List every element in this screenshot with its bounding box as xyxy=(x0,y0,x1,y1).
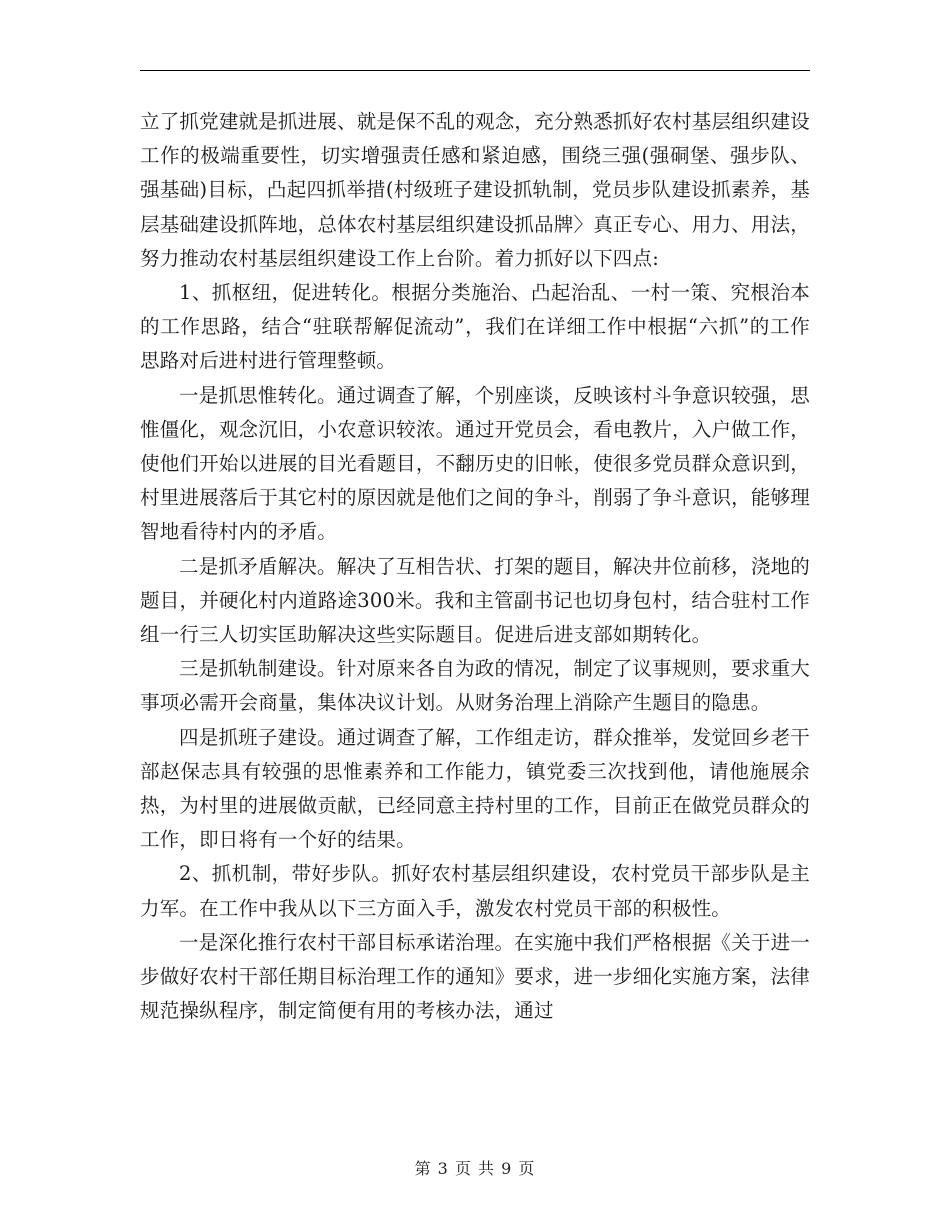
paragraph-4: 二是抓矛盾解决。解决了互相告状、打架的题目，解决井位前移，浇地的题目，并硬化村内道路途300米。我和主管副书记也切身包村，结合驻村工作组一行三人切实匡助解决这些实际题目。促进后进支部如期转化。 xyxy=(140,554,810,647)
paragraph-1: 立了抓党建就是抓进展、就是保不乱的观念，充分熟悉抓好农村基层组织建设工作的极端重要性，切实增强责任感和紧迫感，围绕三强(强硐堡、强步队、强基础)目标，凸起四抓举措(村级班子建设抓轨制，党员步队建设抓素养，基层基础建设抓阵地，总体农村基层组织建设抓品牌〉真正专心、用力、用法，努力推动农村基层组织建设工作上台阶。着力抓好以下四点: xyxy=(140,110,810,270)
paragraph-7: 2、抓机制，带好步队。抓好农村基层组织建设，农村党员干部步队是主力军。在工作中我从以下三方面入手，激发农村党员干部的积极性。 xyxy=(140,862,810,920)
paragraph-3: 一是抓思惟转化。通过调查了解，个别座谈，反映该村斗争意识较强，思惟僵化，观念沉旧，小农意识较浓。通过开党员会，看电教片，入户做工作，使他们开始以进展的目光看题目，不翻历史的旧帐，使很多党员群众意识到，村里进展落后于其它村的原因就是他们之间的争斗，削弱了争斗意识，能够理智地看待村内的矛盾。 xyxy=(140,383,810,544)
paragraph-5: 三是抓轨制建设。针对原来各自为政的情况，制定了议事规则，要求重大事项必需开会商量，集体决议计划。从财务治理上消除产生题目的隐患。 xyxy=(140,657,810,715)
header-rule xyxy=(140,70,810,71)
paragraph-8: 一是深化推行农村干部目标承诺治理。在实施中我们严格根据《关于进一步做好农村干部任期目标治理工作的通知》要求，进一步细化实施方案，法律规范操纵程序，制定简便有用的考核办法，通过 xyxy=(140,930,810,1023)
document-body xyxy=(140,105,810,1028)
paragraph-2: 1、抓枢纽，促进转化。根据分类施治、凸起治乱、一村一策、究根治本的工作思路，结合“驻联帮解促流动”，我们在详细工作中根据“六抓”的工作思路对后进村进行管理整顿。 xyxy=(140,281,810,373)
page-number-footer: 第 3 页 共 9 页 xyxy=(414,1159,536,1178)
paragraph-6: 四是抓班子建设。通过调查了解，工作组走访，群众推举，发觉回乡老干部赵保志具有较强的思惟素养和工作能力，镇党委三次找到他，请他施展余热，为村里的进展做贡献，已经同意主持村里的工作，目前正在做党员群众的工作，即日将有一个好的结果。 xyxy=(140,725,810,852)
